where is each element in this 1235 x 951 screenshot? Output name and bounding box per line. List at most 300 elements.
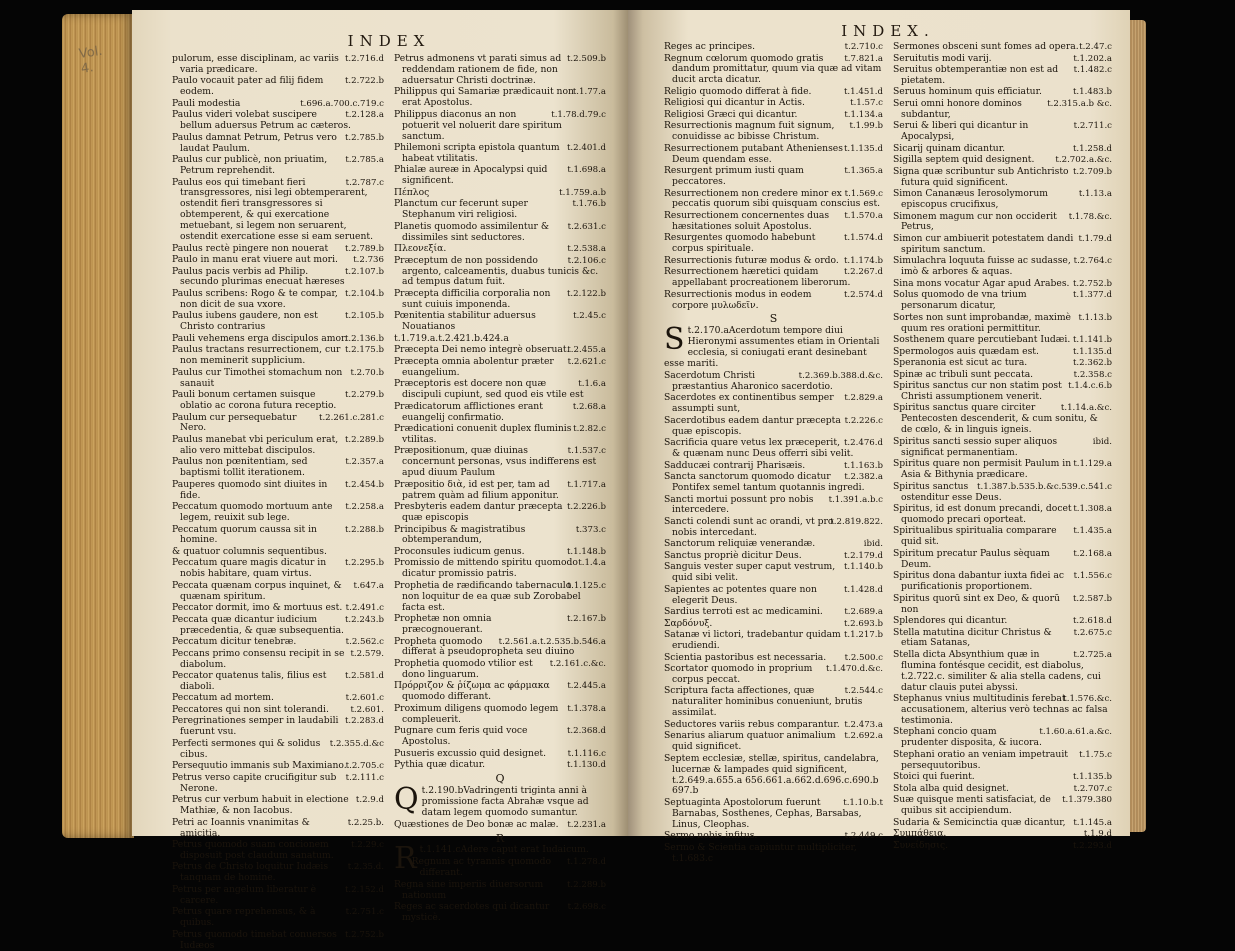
index-entry <box>664 731 883 753</box>
index-entry-reference: t.647.a <box>353 580 384 591</box>
index-entry-reference: t.2.82.c <box>573 424 606 434</box>
index-entry <box>893 358 1112 369</box>
index-entry <box>893 628 1112 650</box>
index-entry-reference: t.2.401.d <box>566 143 606 154</box>
index-entry-reference: t.2.315.a.b &c. <box>1047 98 1112 109</box>
index-entry <box>664 472 883 494</box>
index-entry-text: Stella dicta Absynthium quæ in flumina fontésque cecidit, est diabolus, t.2.722.c. similiter & alia stella cadens, cui datur clauis putei abyssi. <box>893 648 1101 693</box>
index-entry-text: Spermologos auis quædam est. <box>893 345 1039 357</box>
index-entry-reference: t.2.509.b <box>566 54 606 64</box>
index-entry-text: Philippus qui Samariæ prædicauit non erat Apostolus. <box>394 86 574 109</box>
index-entry <box>394 614 606 636</box>
index-entry <box>172 716 384 738</box>
index-entry-reference: t.2.295.b <box>344 558 384 569</box>
index-entry <box>664 664 883 686</box>
index-entry <box>893 99 1112 121</box>
index-entry-reference: t.1.759.a.b <box>559 187 606 198</box>
index-entry-reference: t.1.570.a <box>844 210 883 221</box>
index-entry-text: Propheta quomodo differat à pseudopropheta seu diuino <box>394 635 575 658</box>
index-entry-reference: t.1.278.d <box>566 857 606 868</box>
index-entry-reference: t.2.107.b <box>344 266 384 277</box>
index-entry-text: Spiritualibus spiritualia comparare quid sit. <box>893 525 1057 548</box>
index-entry <box>172 581 384 603</box>
index-entry-text: Pœnitentia stabilitur aduersus Nouatianos <box>394 310 536 333</box>
index-entry-reference: t.2.289.b <box>344 434 384 445</box>
index-entry-reference: t.2.70.b <box>350 367 384 378</box>
index-entry-reference: t.2.500.c <box>844 652 883 663</box>
index-entry <box>664 166 883 188</box>
index-entry <box>394 379 606 401</box>
index-entry-text: Petrus quare reprehensus, & à quibus. <box>172 906 316 929</box>
index-entry-text: Stella matutina dicitur Christus & etiam Satanas, <box>893 626 1052 649</box>
index-entry-reference: t.1.377.d <box>1072 290 1112 301</box>
index-entry <box>893 87 1112 98</box>
index-entry <box>172 862 384 884</box>
index-entry <box>664 517 883 539</box>
index-entry <box>664 720 883 731</box>
index-entry-text: Peccator quatenus talis, filius est diaboli. <box>172 670 327 692</box>
index-entry-text: Splendores qui dicantur. <box>893 615 1008 627</box>
index-entry-reference: t.1.379.380 <box>1062 795 1112 806</box>
index-entry-text: & quatuor columnis sequentibus. <box>172 545 327 557</box>
index-entry-text: Sapientes ac potentes quare non elegerit Deus. <box>664 583 817 606</box>
index-entry <box>893 234 1112 256</box>
index-entry-text: Simon cur ambiuerit potestatem dandi spiritum sanctum. <box>893 232 1074 255</box>
index-entry-reference: t.1.569.c <box>844 188 883 199</box>
index-entry-reference: t.1.135.d <box>1072 346 1112 357</box>
index-entry-text: Paulus iubens gaudere, non est Christo contrarius <box>172 310 318 333</box>
index-entry <box>394 781 606 819</box>
index-entry-reference: t.2.226.c <box>844 415 883 426</box>
index-entry-text: Solus quomodo de vna trium personarum dicatur, <box>893 289 1027 312</box>
index-entry-text: Præcepta omnia abolentur præter euangelium. <box>394 355 554 378</box>
index-entry <box>893 459 1112 481</box>
index-entry <box>172 390 384 412</box>
index-entry-reference: t.2.455.a <box>567 345 606 356</box>
index-entry <box>172 155 384 177</box>
index-entry <box>172 255 384 266</box>
index-entry <box>664 653 883 664</box>
index-entry <box>664 87 883 98</box>
index-entry-reference: t.373.c <box>575 524 606 535</box>
index-entry-text: Satanæ vi lictori, tradebantur quidam erudiendi. <box>664 629 841 652</box>
index-entry-reference: t.2.454.b <box>344 479 384 490</box>
index-entry <box>394 547 606 558</box>
index-entry-reference: t.1.13.b <box>1078 312 1112 323</box>
index-entry <box>664 144 883 166</box>
index-entry <box>893 616 1112 627</box>
index-entry <box>172 54 384 76</box>
index-entry-text: Paulus eos qui timebant fieri transgressores, nisi legi obtemperarent, ostendit fieri transgressores si obtemperent, & qui exercatione metuebant, si legem non seruarent, ostendit exercatione esse si eam seruent. <box>172 176 374 243</box>
index-entry-reference: t.2.283.d <box>344 716 384 727</box>
index-entry-reference: t.1.141.c <box>419 844 461 856</box>
index-entry-text: Paulus tractans resurrectionem, cur non meminerit supplicium. <box>172 344 341 367</box>
index-entry-text: Πέπλος <box>394 186 430 198</box>
index-entry-reference: t.1.60.a.61.a.&c. <box>1039 727 1112 738</box>
index-entry <box>893 212 1112 234</box>
index-entry-text: Quæstiones de Deo bonæ ac malæ. <box>394 818 559 830</box>
index-entry <box>394 345 606 356</box>
index-entry-reference: t.1.125.c <box>567 580 606 591</box>
index-entry-reference: t.2.621.c <box>567 356 606 367</box>
index-entry <box>172 502 384 524</box>
index-entry-text: Paulus cur publicè, non priuatim, Petrum reprehendit. <box>172 154 328 177</box>
index-entry <box>664 495 883 517</box>
index-entry-text: Συνείδησις. <box>893 839 949 851</box>
index-entry <box>394 244 606 255</box>
index-entry-text: Sardius terroti est ac medicamini. <box>664 606 823 618</box>
left-page <box>132 10 628 951</box>
index-entry-reference: t.2.711.c <box>1073 121 1112 132</box>
index-entry-reference: t.1.483.b <box>1072 87 1112 98</box>
index-entry <box>394 54 606 87</box>
index-entry-reference: t.1.140.b <box>843 562 883 573</box>
index-entry <box>172 693 384 704</box>
index-entry-text: Sermo & Scientia capiuntur multipliciter, t.1.683.c <box>664 841 857 864</box>
index-entry <box>172 289 384 311</box>
index-entry <box>893 370 1112 381</box>
index-entry-text: Vadringenti triginta anni à promissione facta Abrahæ vsque ad datam legem quomodo sumantur. <box>421 784 589 818</box>
index-entry-text: Sanctorum reliquiæ venerandæ. <box>664 538 816 550</box>
index-entry-text: Præcepta difficilia corporalia non sunt cuiuis imponenda. <box>394 287 551 310</box>
index-entry <box>172 637 384 648</box>
index-entry <box>172 739 384 761</box>
index-entry-text: Peccatores qui non sint tolerandi. <box>172 703 329 715</box>
index-entry-text: Petrus cur verbum habuit in electione Mathiæ, & non Iacobus. <box>172 794 349 817</box>
right-page <box>628 10 1130 864</box>
index-entry-text: Spiritus sancti sessio super aliquos significat permanentiam. <box>893 435 1058 458</box>
index-entry-text: Resurgent primum iusti quam peccatores. <box>664 165 804 188</box>
drop-capital: R <box>394 841 417 877</box>
index-entry-text: Peccata quænam corpus inquinet, & quænam spiritum. <box>172 579 342 602</box>
index-entry <box>664 416 883 438</box>
index-entry <box>893 694 1112 727</box>
index-entry-text: Pauli modestia <box>172 97 241 109</box>
index-entry <box>664 551 883 562</box>
index-entry-text: Principibus & magistratibus obtemperandum, <box>394 523 526 546</box>
index-entry-reference: t.2.710.c <box>844 42 883 52</box>
index-entry-reference: t.1.202.a <box>1073 53 1112 64</box>
index-entry <box>394 357 606 379</box>
index-entry-text: Reges ac principes. <box>664 41 756 52</box>
index-entry <box>893 526 1112 548</box>
index-entry <box>893 818 1112 829</box>
index-entry-text: Pauperes quomodo sint diuites in fide. <box>172 478 328 501</box>
index-entry-text: Petrus quomodo suam concionem disposuit post claudum sanatum. <box>172 839 334 861</box>
index-entry-text: Sina mons vocatur Agar apud Arabes. <box>893 277 1070 289</box>
index-entry-text: Peccans primo consensu recipit in se diabolum. <box>172 647 345 670</box>
index-entry <box>394 880 606 902</box>
index-entry-text: Petrus quomodo timebat conuersos Iudæos <box>172 928 337 951</box>
index-entry <box>893 347 1112 358</box>
index-entry <box>172 907 384 929</box>
index-entry-reference: t.1.4.a <box>578 558 606 569</box>
book-fore-edge-left <box>62 14 134 838</box>
index-entry <box>664 42 883 53</box>
index-entry <box>394 311 606 333</box>
index-entry <box>172 267 384 289</box>
index-entry-reference: t.2.574.d <box>843 289 883 300</box>
index-entry-text: Religiosi qui dicantur in Actis. <box>664 97 805 109</box>
index-entry-reference: t.2.752.b <box>344 929 384 940</box>
index-entry <box>893 121 1112 143</box>
index-entry-reference: t.2.106.c <box>567 255 606 266</box>
index-entry <box>664 461 883 472</box>
index-entry-reference: t.1.4.c.6.b <box>1068 381 1112 392</box>
index-entry-text: Scientia pastoribus est necessaria. <box>664 651 827 663</box>
index-entry-text: Senarius aliarum quatuor animalium quid significet. <box>664 730 836 753</box>
index-entry-reference: t.1.75.c <box>1079 749 1112 760</box>
index-entry-text: Prædicationi conuenit duplex fluminis vtilitas. <box>394 423 572 445</box>
index-entry-reference: t.1.14.a.&c. <box>1060 403 1112 414</box>
index-entry-text: Regna sine imperiis diuersorum nationum <box>394 878 544 901</box>
index-entry <box>893 829 1112 840</box>
index-entry-text: Resurrectionem non credere minor ex peccatis quorum sibi quisquam conscius est. <box>664 187 881 210</box>
index-entry-reference: t.1.130.d <box>566 760 606 771</box>
index-entry-reference: t.2.764.c <box>1073 256 1112 267</box>
index-entry-text: Proconsules iudicum genus. <box>394 545 525 557</box>
index-entry <box>893 437 1112 459</box>
index-entry-text: Petrus admonens vt parati simus ad reddendam rationem de fide, non aduersatur Christi doctrinæ. <box>394 53 562 86</box>
index-entry <box>172 761 384 772</box>
index-entry <box>893 772 1112 783</box>
index-entry-reference: t.2.581.d <box>344 671 384 682</box>
index-entry <box>664 630 883 652</box>
index-entry-reference: t.2.722.b <box>344 76 384 87</box>
index-entry <box>172 603 384 614</box>
index-entry-reference: t.2.226.b <box>566 502 606 513</box>
drop-capital: S <box>664 322 685 358</box>
index-entry-reference: t.2.293.d <box>1072 840 1112 851</box>
index-entry <box>893 403 1112 436</box>
index-entry <box>172 818 384 840</box>
index-entry-reference: t.2.369.b.388.d.&c. <box>798 371 883 381</box>
index-entry-text: Religiosi Græci qui dicantur. <box>664 108 798 120</box>
right-running-head: INDEX. <box>841 22 935 40</box>
index-entry-text: Stoici qui fuerint. <box>893 771 975 783</box>
index-entry <box>394 110 606 143</box>
index-entry <box>664 438 883 460</box>
index-entry-text: Paulus pacis verbis ad Philip. secundo plurimas enecuat hæreses <box>172 265 345 288</box>
index-entry-text: Prophetia quomodo vtilior est dono linguarum. <box>394 657 533 680</box>
index-entry-text: Sancti mortui possunt pro nobis intercedere. <box>664 493 814 516</box>
index-entry-text: Resurrectionis modus in eodem corpore μυλωδεῖν. <box>664 288 812 311</box>
index-entry-reference: t.1.76.b <box>572 199 606 210</box>
index-entry <box>893 795 1112 817</box>
index-entry-text: Petrus de Christo loquitur Iudæis tanquam de homine. <box>172 861 329 884</box>
index-entry <box>664 110 883 121</box>
index-entry-text: Præceptoris est docere non quæ discipuli cupiunt, sed quod eis vtile est <box>394 378 584 401</box>
index-entry-text: Præceptum de non possidendo argento, calceamentis, duabus tunicis &c. ad tempus datum fuit. <box>394 254 599 288</box>
index-entry-reference: t.2.449.c <box>844 831 883 842</box>
index-entry-reference: t.1.391.a.b.c <box>828 494 883 505</box>
index-entry-reference: t.1.135.d <box>843 143 883 154</box>
index-entry-reference: t.2.358.c <box>1073 369 1112 380</box>
index-entry-reference: t.2.819.822. <box>830 516 883 527</box>
index-entry <box>172 334 384 345</box>
index-entry <box>664 322 883 370</box>
index-entry-text: Stola alba quid designet. <box>893 782 1009 794</box>
index-entry-text: Resurrectionem concernentes duas hæsitationes soluit Apostolus. <box>664 209 830 232</box>
index-entry-text: Resurrectionis futuræ modus & ordo. <box>664 254 839 266</box>
index-entry-reference: t.2.579. <box>350 648 384 659</box>
index-entry-text: Planctum cur fecerunt super Stephanum viri religiosi. <box>394 198 528 221</box>
index-entry-text: Peccatum quorum caussa sit in homine. <box>172 523 317 546</box>
index-entry <box>664 619 883 630</box>
index-entry-reference: t.2.357.a <box>345 457 384 468</box>
index-entry-text: Sortes non sunt improbandæ, maximè quum res orationi permittitur. <box>893 311 1071 334</box>
index-entry <box>394 199 606 221</box>
index-entry-text: Paulo in manu erat viuere aut mori. <box>172 254 338 266</box>
index-entry <box>394 446 606 479</box>
index-entry <box>394 726 606 748</box>
index-entry <box>172 368 384 390</box>
index-entry-reference: t.2.725.a <box>1073 649 1112 660</box>
section-letter: S <box>769 312 778 326</box>
index-entry <box>394 334 606 345</box>
index-entry-text: Petrus per angelum liberatur è carcere. <box>172 883 317 906</box>
index-entry-reference: t.1.57.c <box>850 98 883 109</box>
index-entry-text: Spinæ ac tribuli sunt peccata. <box>893 368 1034 380</box>
index-entry-text: Serui omni honore dominos subdantur, <box>893 97 1022 120</box>
index-entry <box>172 795 384 817</box>
index-entry-reference: t.2.693.b <box>843 618 883 629</box>
index-entry-reference: t.1.365.a <box>844 166 883 177</box>
index-entry <box>664 290 883 312</box>
index-entry <box>664 562 883 584</box>
index-entry <box>394 402 606 424</box>
index-entry-text: Sermones obsceni sunt fomes ad opera. <box>893 41 1079 52</box>
index-entry-text: Σαρδόνυξ. <box>664 617 713 629</box>
index-entry-text: Regnum ac tyrannis quomodo differant. <box>411 856 551 879</box>
index-entry-reference: t.2.261.c.281.c <box>318 412 384 423</box>
index-entry-reference: t.2.190.b <box>421 784 464 796</box>
index-entry <box>893 335 1112 346</box>
index-entry <box>664 233 883 255</box>
index-entry-reference: t.2.445.a <box>567 681 606 692</box>
index-entry <box>664 54 883 87</box>
index-entry-reference: t.2.105.b <box>344 311 384 322</box>
index-entry <box>893 189 1112 211</box>
index-entry-text: Serui & liberi qui dicantur in Apocalypsi, <box>893 120 1029 143</box>
index-entry-reference: t.2.288.b <box>344 524 384 535</box>
index-entry-text: Spiritus sanctus ostenditur esse Deus. <box>893 480 1002 503</box>
index-entry-reference: t.2.752.b <box>1072 278 1112 289</box>
index-entry-text: Peccator dormit, imo & mortuus est. <box>172 602 343 614</box>
index-entry-reference: t.1.378.a <box>567 703 606 714</box>
index-entry-reference: t.2.355.d.&c <box>329 738 384 749</box>
index-entry <box>172 671 384 693</box>
index-entry-reference: t.1.717.a <box>567 479 606 490</box>
index-entry-reference: t.2.601. <box>350 704 384 715</box>
index-entry-reference: t.2.25.b. <box>347 817 384 828</box>
index-entry-text: Sacerdotibus eadem dantur præcepta quæ episcopis. <box>664 414 841 437</box>
index-entry-text: Seruus hominum quis efficiatur. <box>893 86 1042 98</box>
index-entry-text: Sosthenem quare percutiebant Iudæi. <box>893 334 1071 346</box>
index-entry-reference: t.1.10.b.t <box>843 797 883 808</box>
index-entry-text: Adere caput erat Iudaicum. <box>460 844 589 856</box>
index-entry-reference: t.1.537.c <box>567 446 606 457</box>
index-entry <box>893 155 1112 166</box>
index-entry-reference: t.2.562.c <box>345 637 384 648</box>
margin-handwritten-note <box>78 42 126 107</box>
index-entry-reference: t.2.179.d <box>843 550 883 561</box>
left-page-column-1 <box>172 53 384 951</box>
index-entry-text: Συμπάθεια. <box>893 828 947 840</box>
index-entry-reference: t.696.a.700.c.719.c <box>300 98 384 109</box>
index-entry-reference: t.2.362.b <box>1072 358 1112 369</box>
index-entry-reference: t.2.702.a.&c. <box>1055 155 1112 166</box>
index-entry-text: Prædicatorum afflictiones erant euangelij confirmatio. <box>394 400 543 423</box>
index-entry-reference: t.1.556.c <box>1073 571 1112 582</box>
index-entry <box>394 558 606 580</box>
index-entry <box>664 539 883 550</box>
index-entry-reference: t.2.587.b <box>1072 593 1112 604</box>
index-entry-text: Regnum cœlorum quomodo gratis dandum promittatur, quum via quæ ad vitam ducit arcta dicatur. <box>664 52 882 86</box>
index-entry-text: Resurrectionem hæretici quidam appellabant procreationem liberorum. <box>664 266 851 289</box>
index-entry-reference: t.2.161.c.&c. <box>549 658 606 669</box>
index-entry-reference: t.2.716.d <box>344 54 384 64</box>
right-page-column-1 <box>664 41 883 864</box>
index-entry <box>893 290 1112 312</box>
index-entry-text: Stephanus vnius multitudinis ferebat accusationem, alterius verò technas ac falsa testimonia. <box>893 693 1108 726</box>
index-entry-reference: t.1.141.b <box>1072 335 1112 346</box>
index-entry <box>664 686 883 719</box>
index-entry-reference: t.2.258.a <box>345 502 384 513</box>
index-entry-text: Præcepta Dei nemo integrè obseruat. <box>394 344 570 356</box>
index-entry <box>664 98 883 109</box>
index-entry <box>172 480 384 502</box>
index-entry-text: Resurrectionis magnum fuit signum, conuidisse ac bibisse Christum. <box>664 120 835 143</box>
index-entry-text: Præpositio διὰ, id est per, tam ad patrem quàm ad filium apponitur. <box>394 478 559 501</box>
index-entry <box>394 637 606 659</box>
index-entry <box>893 381 1112 403</box>
index-entry-reference: t.2.243.b <box>344 614 384 625</box>
index-entry-text: Præpositionum, quæ diuinas concernunt personas, vsus indifferens est apud diuum Paulum <box>394 445 597 479</box>
index-entry <box>664 121 883 143</box>
index-entry-reference: t.1.258.d <box>1072 143 1112 154</box>
index-entry <box>394 256 606 289</box>
index-entry-text: Presbyteris eadem dantur præcepta quæ episcopis <box>394 501 563 524</box>
index-entry <box>172 76 384 98</box>
index-entry-text: Pusueris excussio quid designet. <box>394 747 546 759</box>
index-entry-reference: t.1.435.a <box>1073 526 1112 537</box>
index-entry-reference: t.1.78.d.79.c <box>551 109 606 120</box>
index-entry-text: Sacerdotum Christi præstantius Aharonico sacerdotio. <box>664 370 833 392</box>
index-entry-reference: t.1.148.b <box>566 546 606 557</box>
index-entry-text: Stephani oratio an veniam impetrauit persequutoribus. <box>893 748 1068 771</box>
index-entry-text: t.1.719.a.t.2.421.b.424.a <box>394 332 509 344</box>
index-entry <box>394 581 606 614</box>
index-entry <box>893 65 1112 87</box>
index-entry-reference: t.2.170.a <box>687 325 729 337</box>
index-entry <box>172 178 384 243</box>
index-entry-reference: t.1.134.a <box>844 109 883 120</box>
index-entry <box>664 256 883 267</box>
index-entry <box>664 798 883 831</box>
index-entry <box>664 371 883 393</box>
right-page-column-2 <box>893 41 1112 851</box>
index-entry-reference: t.2.544.c <box>844 686 883 697</box>
index-entry-reference: t.2.618.d <box>1072 616 1112 627</box>
index-entry-text: Speranonia est sicut ac tura. <box>893 357 1028 369</box>
index-entry <box>664 393 883 415</box>
index-entry-reference: t.2.707.c <box>1073 783 1112 794</box>
index-entry-reference: t.2.789.b <box>344 243 384 254</box>
index-entry <box>893 42 1112 53</box>
drop-capital: Q <box>394 781 419 817</box>
index-entry-text: Petrus verso capite crucifigitur sub Nerone. <box>172 771 337 794</box>
